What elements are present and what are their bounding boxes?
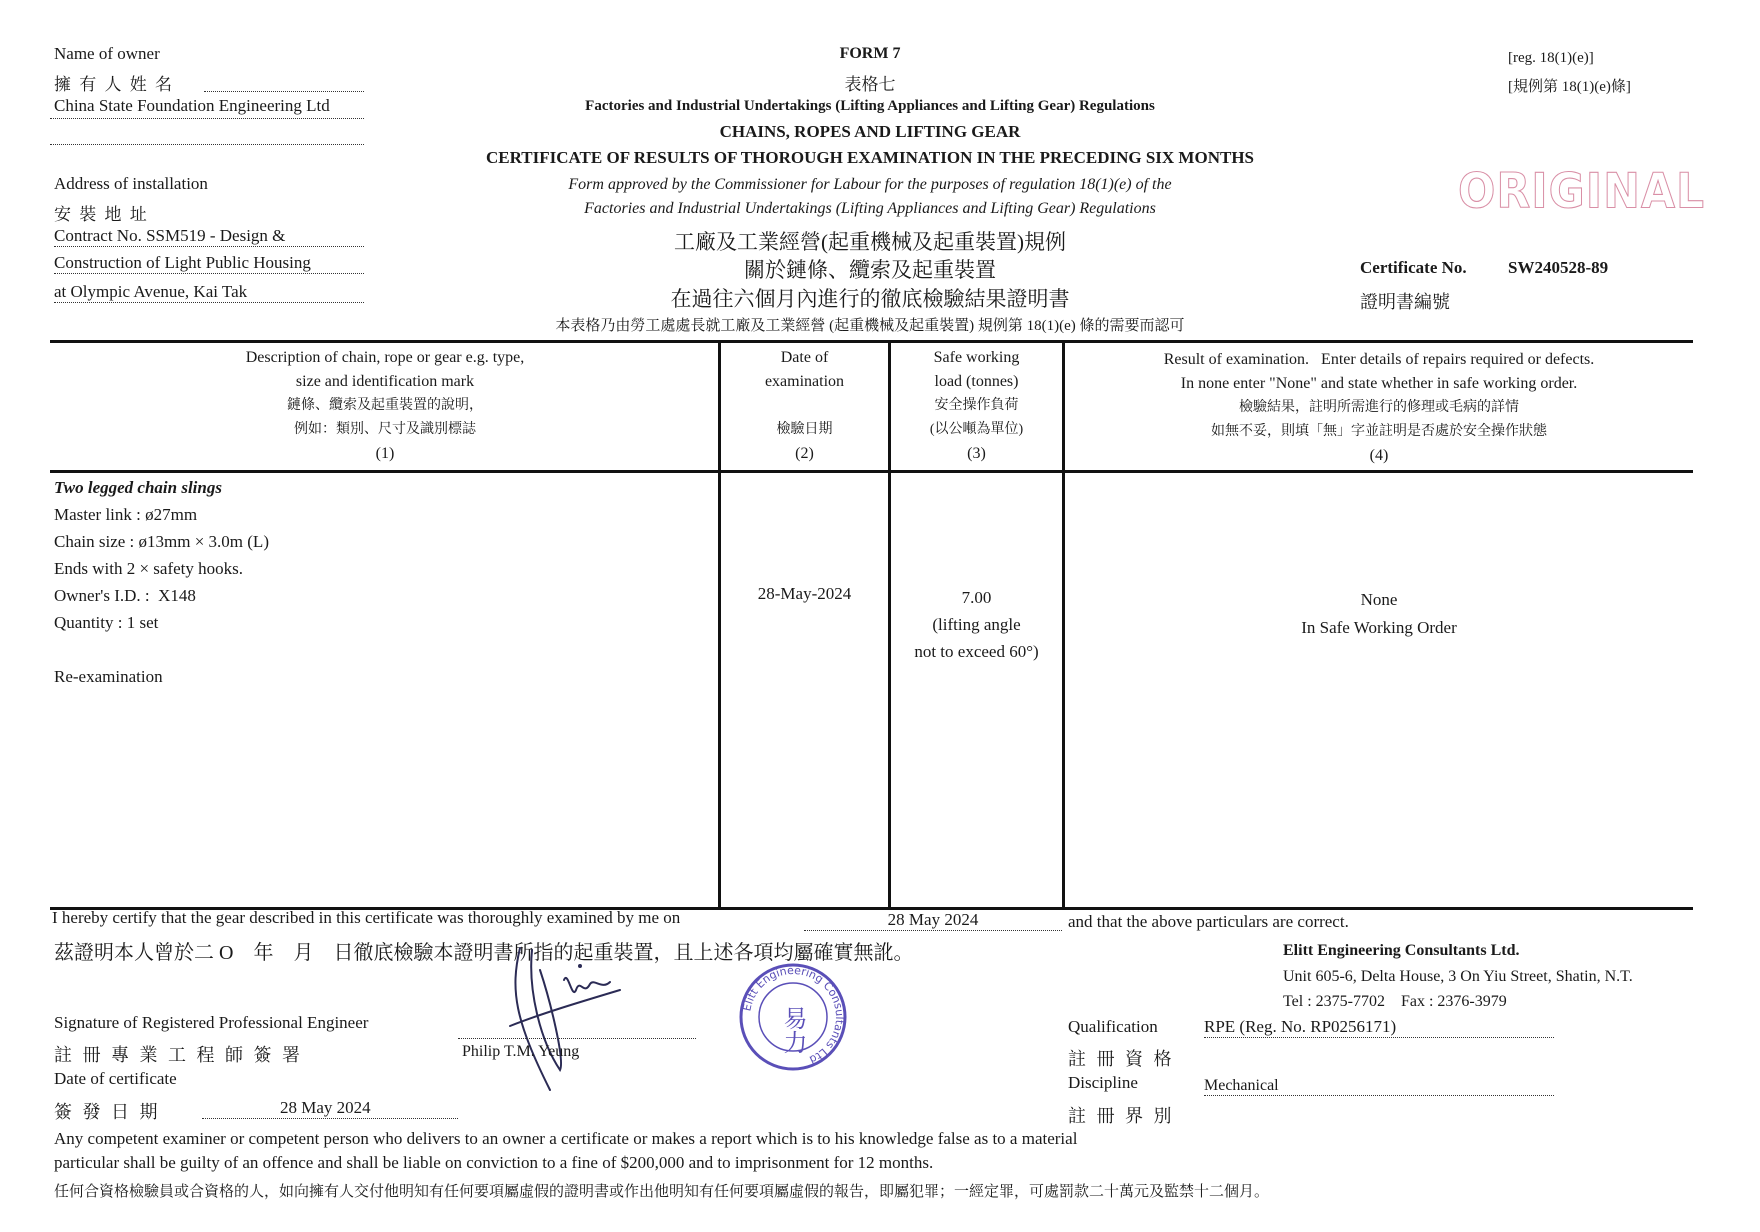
col2-en2: examination xyxy=(764,373,845,390)
discipline-value: Mechanical xyxy=(1204,1077,1554,1096)
qualification-label-en: Qualification xyxy=(1068,1017,1158,1036)
regulations-title: Factories and Industrial Undertakings (Lifting Appliances and Lifting Gear) Regulations xyxy=(585,98,1155,114)
address-label-zh: 安 裝 地 址 xyxy=(54,205,149,224)
approval-line-2: Factories and Industrial Undertakings (Lifting Appliances and Lifting Gear) Regulations xyxy=(584,200,1156,217)
col2-zh2: 檢驗日期 xyxy=(776,422,833,437)
company-name: Elitt Engineering Consultants Ltd. xyxy=(1283,942,1520,959)
discipline-label-zh: 註 冊 界 別 xyxy=(1068,1106,1175,1126)
original-stamp: ORIGINAL xyxy=(1458,163,1706,220)
engineer-signature xyxy=(480,930,650,1100)
seal-chars: 易力 xyxy=(779,1006,807,1054)
col1-num: (1) xyxy=(375,445,395,462)
signature-label-zh: 註 冊 專 業 工 程 師 簽 署 xyxy=(54,1045,303,1065)
penalty-notice-zh: 任何合資格檢驗員或合資格的人，如向擁有人交付他明知有任何要項屬虛假的證明書或作出他明知有任何要項屬虛假的報告，即屬犯罪；一經定罪，可處罰款二十萬元及監禁十二個月。 xyxy=(54,1184,1270,1200)
column-header-date xyxy=(721,346,888,466)
certificate-title-zh: 在過往六個月內進行的徹底檢驗結果證明書 xyxy=(670,287,1070,311)
examination-result xyxy=(1065,586,1693,642)
regulations-title-zh: 工廠及工業經營(起重機械及起重裝置)規例 xyxy=(674,230,1066,254)
col2-num: (2) xyxy=(795,445,814,462)
certify-date: 28 May 2024 xyxy=(804,910,1062,931)
reg-ref-en: [reg. 18(1)(e)] xyxy=(1508,50,1594,66)
table-row-description xyxy=(54,474,269,690)
reg-ref-zh: [規例第 18(1)(e)條] xyxy=(1508,79,1631,95)
col3-zh2: (以公噸為單位) xyxy=(929,422,1024,437)
owner-name: China State Foundation Engineering Ltd xyxy=(54,96,330,115)
certify-statement-zh: 茲證明本人曾於二 O 年 月 日徹底檢驗本證明書所指的起重裝置，且上述各項均屬確實無訛。 xyxy=(54,942,914,964)
col1-en2: size and identification mark xyxy=(295,373,475,390)
col3-en1: Safe working xyxy=(933,349,1020,366)
col2-zh1 xyxy=(721,394,888,418)
safe-working-load xyxy=(891,584,1062,665)
discipline-label-en: Discipline xyxy=(1068,1073,1138,1092)
col3-en2: load (tonnes) xyxy=(934,373,1019,390)
result-line-2: In Safe Working Order xyxy=(1301,618,1457,637)
col3-zh1: 安全操作負荷 xyxy=(934,398,1019,413)
swl-value: 7.00 xyxy=(961,588,992,607)
col3-num: (3) xyxy=(967,445,986,462)
address-label-en: Address of installation xyxy=(54,174,208,193)
certificate-date: 28 May 2024 xyxy=(202,1098,458,1119)
approval-zh: 本表格乃由勞工處處長就工廠及工業經營 (起重機械及起重裝置) 規例第 18(1)(e) 條的需要而認可 xyxy=(555,318,1185,334)
description-line-2: Chain size : ø13mm × 3.0m (L) xyxy=(54,532,269,551)
seal-ring-text: Elitt Engineering Consultants Ltd xyxy=(740,963,847,1067)
certify-statement-end: and that the above particulars are correct. xyxy=(1068,912,1349,931)
result-line-1: None xyxy=(1360,590,1398,609)
certificate-title: CERTIFICATE OF RESULTS OF THOROUGH EXAMINATION IN THE PRECEDING SIX MONTHS xyxy=(486,148,1254,167)
col1-zh1: 鏈條、纜索及起重裝置的說明， xyxy=(287,398,483,413)
table-top-rule xyxy=(50,340,1693,343)
column-header-swl xyxy=(891,346,1062,466)
subject-title-zh: 關於鏈條、纜索及起重裝置 xyxy=(744,258,996,282)
col2-en1: Date of xyxy=(780,349,829,366)
form-number-zh: 表格七 xyxy=(844,75,896,94)
col4-en2: In none enter "None" and state whether in safe working order. xyxy=(1180,375,1578,392)
owner-label-en: Name of owner xyxy=(54,44,160,63)
company-seal xyxy=(738,962,848,1072)
re-examination-note: Re-examination xyxy=(54,667,163,686)
col1-zh2: 例如：類別、尺寸及識別標誌 xyxy=(294,422,476,437)
qualification-value: RPE (Reg. No. RP0256171) xyxy=(1204,1017,1554,1038)
swl-note-1: (lifting angle xyxy=(932,615,1021,634)
owner-label-zh: 擁 有 人 姓 名 xyxy=(54,75,174,94)
owner-extra-line xyxy=(50,144,364,145)
item-title: Two legged chain slings xyxy=(54,478,222,497)
certificate-no-label-zh: 證明書編號 xyxy=(1360,292,1450,312)
column-header-result xyxy=(1065,348,1693,468)
table-header-rule xyxy=(50,470,1693,473)
qualification-label-zh: 註 冊 資 格 xyxy=(1068,1049,1175,1069)
certify-statement: I hereby certify that the gear described in this certificate was thoroughly examined by me on xyxy=(52,908,681,927)
penalty-notice-line-1: Any competent examiner or competent person who delivers to an owner a certificate or makes a report which is to his knowledge false as to a material xyxy=(54,1129,1078,1148)
company-address: Unit 605-6, Delta House, 3 On Yiu Street, Shatin, N.T. xyxy=(1283,968,1633,985)
certificate-no: SW240528-89 xyxy=(1508,258,1609,277)
col4-en1: Result of examination. Enter details of repairs required or defects. xyxy=(1163,351,1595,368)
penalty-notice-line-2: particular shall be guilty of an offence and shall be liable on conviction to a fine of $200,000 and to imprisonment for 12 months. xyxy=(54,1153,934,1172)
address-line-2: Construction of Light Public Housing xyxy=(54,253,364,274)
col4-zh1: 檢驗結果，註明所需進行的修理或毛病的詳情 xyxy=(1239,400,1519,415)
col1-en1: Description of chain, rope or gear e.g. type, xyxy=(245,349,525,366)
company-contact: Tel : 2375-7702 Fax : 2376-3979 xyxy=(1283,993,1507,1010)
examination-date: 28-May-2024 xyxy=(757,584,852,603)
signature-line xyxy=(458,1038,696,1039)
description-line-4: Owner's I.D. : X148 xyxy=(54,586,196,605)
address-line-3: at Olympic Avenue, Kai Tak xyxy=(54,282,364,303)
description-line-5: Quantity : 1 set xyxy=(54,613,159,632)
description-line-1: Master link : ø27mm xyxy=(54,505,198,524)
swl-note-2: not to exceed 60°) xyxy=(914,642,1039,661)
signature-label-en: Signature of Registered Professional Engineer xyxy=(54,1013,369,1032)
col4-num: (4) xyxy=(1369,447,1389,464)
engineer-name: Philip T.M. Yeung xyxy=(462,1043,580,1060)
col4-zh2: 如無不妥，則填「無」字並註明是否處於安全操作狀態 xyxy=(1211,424,1547,439)
certificate-date-label-en: Date of certificate xyxy=(54,1069,177,1088)
owner-value-underline xyxy=(50,118,364,119)
address-line-1: Contract No. SSM519 - Design & xyxy=(54,226,364,247)
certificate-date-label-zh: 簽 發 日 期 xyxy=(54,1102,161,1122)
description-line-3: Ends with 2 × safety hooks. xyxy=(54,559,244,578)
approval-line-1: Form approved by the Commissioner for Labour for the purposes of regulation 18(1)(e) of the xyxy=(568,176,1172,193)
column-header-description xyxy=(52,346,718,466)
owner-dotline xyxy=(204,90,364,92)
certificate-no-label: Certificate No. xyxy=(1360,258,1467,277)
subject-title: CHAINS, ROPES AND LIFTING GEAR xyxy=(719,122,1021,141)
form-number: FORM 7 xyxy=(839,45,901,62)
